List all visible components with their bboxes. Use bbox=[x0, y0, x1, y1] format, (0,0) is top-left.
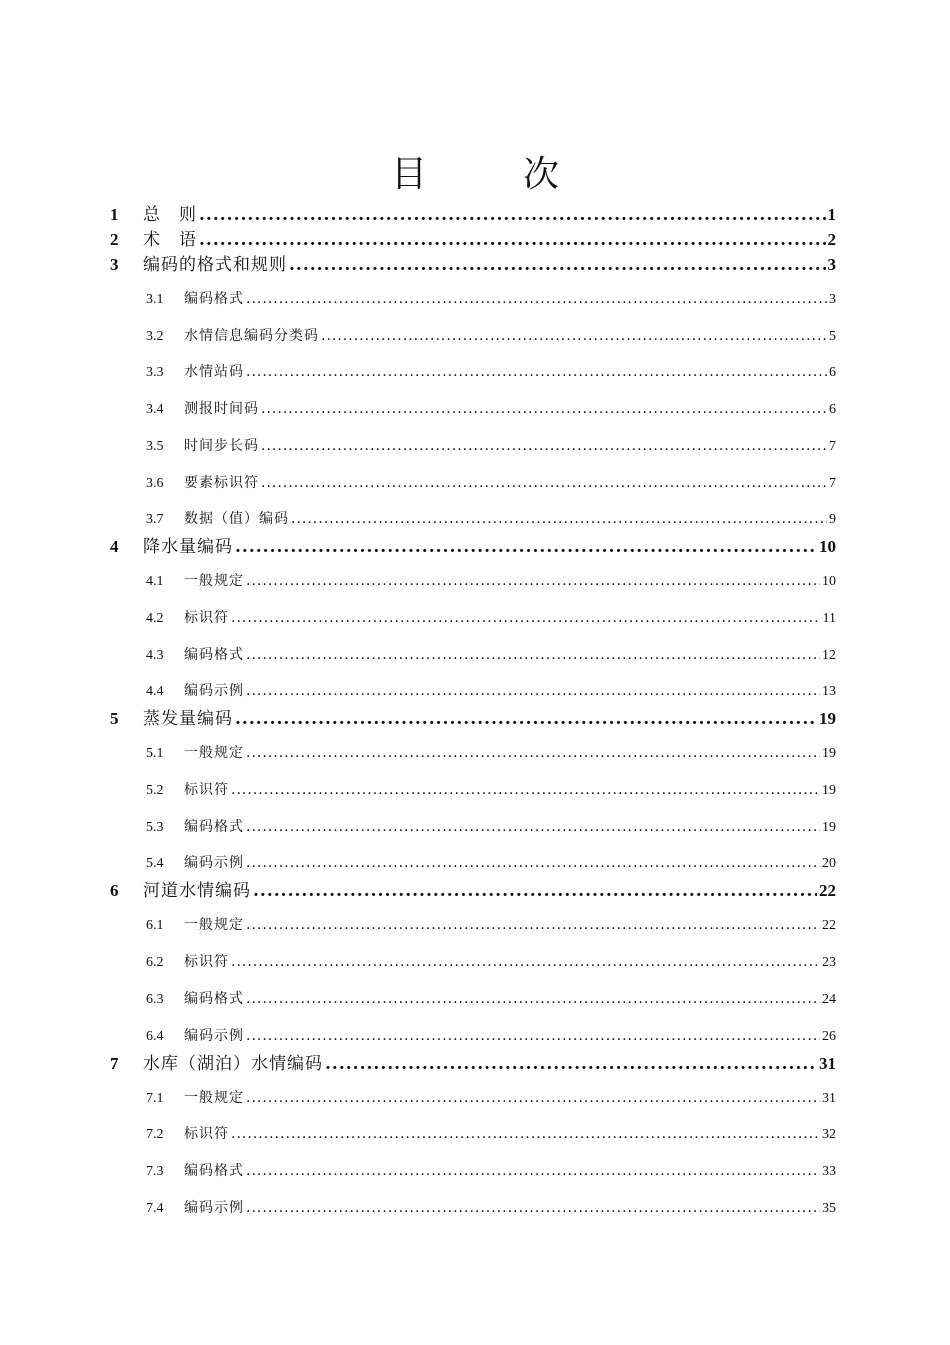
toc-entry-number: 5.4 bbox=[146, 856, 164, 872]
toc-entry-title: 测报时间码 bbox=[184, 401, 259, 418]
toc-entry-page: 32 bbox=[822, 1127, 836, 1143]
toc-entry[interactable] bbox=[110, 508, 836, 528]
toc-entry-title: 编码的格式和规则 bbox=[143, 255, 287, 275]
toc-leader-dots bbox=[246, 855, 820, 871]
toc-entry-title: 编码示例 bbox=[184, 1027, 244, 1044]
toc-entry[interactable] bbox=[110, 704, 836, 729]
toc-entry-title: 总 则 bbox=[143, 205, 197, 225]
toc-entry-title: 一般规定 bbox=[184, 745, 244, 762]
toc-entry-page: 2 bbox=[827, 230, 836, 249]
toc-entry-page: 22 bbox=[819, 881, 836, 901]
toc-entry[interactable] bbox=[110, 435, 836, 455]
toc-entry-title: 编码格式 bbox=[184, 990, 244, 1007]
toc-entry-page: 20 bbox=[822, 856, 836, 872]
toc-entry-number: 7 bbox=[110, 1053, 119, 1073]
toc-entry[interactable] bbox=[110, 325, 836, 345]
toc-entry-number: 5.1 bbox=[146, 746, 164, 762]
toc-entry-number: 4.4 bbox=[146, 684, 164, 700]
toc-entry-title: 编码示例 bbox=[184, 683, 244, 700]
toc-entry-page: 7 bbox=[829, 475, 836, 491]
toc-entry-page: 5 bbox=[829, 328, 836, 344]
toc-entry-title: 编码格式 bbox=[184, 1162, 244, 1179]
toc-entry-title: 标识符 bbox=[184, 609, 229, 626]
toc-entry-number: 6.3 bbox=[146, 991, 164, 1007]
toc-entry-page: 19 bbox=[819, 709, 836, 729]
toc-entry[interactable] bbox=[110, 644, 836, 664]
toc-leader-dots bbox=[246, 745, 820, 761]
page-title: 目 次 bbox=[390, 154, 589, 196]
toc-entry-page: 22 bbox=[822, 918, 836, 934]
toc-leader-dots bbox=[261, 438, 827, 454]
toc-entry-title: 术 语 bbox=[143, 230, 197, 250]
toc-entry[interactable] bbox=[110, 852, 836, 872]
toc-entry[interactable] bbox=[110, 607, 836, 627]
toc-entry-page: 33 bbox=[822, 1163, 836, 1179]
toc-entry-title: 水情站码 bbox=[184, 364, 244, 381]
toc-entry-title: 标识符 bbox=[184, 954, 229, 971]
toc-entry-number: 6.4 bbox=[146, 1028, 164, 1044]
toc-entry-number: 2 bbox=[110, 230, 119, 249]
toc-leader-dots bbox=[246, 819, 820, 835]
toc-entry-page: 3 bbox=[829, 292, 836, 307]
toc-entry-number: 7.2 bbox=[146, 1127, 164, 1143]
toc-entry-title: 时间步长码 bbox=[184, 437, 259, 454]
toc-leader-dots bbox=[291, 511, 827, 527]
toc-entry-page: 6 bbox=[829, 365, 836, 381]
toc-entry-page: 3 bbox=[827, 255, 836, 274]
toc-leader-dots bbox=[246, 1090, 820, 1106]
toc-leader-dots bbox=[246, 291, 827, 307]
toc-entry[interactable] bbox=[110, 250, 836, 275]
toc-entry-title: 标识符 bbox=[184, 782, 229, 798]
toc-entry-number: 4 bbox=[110, 537, 119, 557]
toc-entry[interactable] bbox=[110, 816, 836, 836]
toc-entry-page: 31 bbox=[822, 1090, 836, 1106]
toc-entry[interactable] bbox=[110, 951, 836, 971]
toc-entry-page: 9 bbox=[829, 512, 836, 528]
toc-leader-dots bbox=[246, 991, 820, 1007]
toc-entry[interactable] bbox=[110, 398, 836, 418]
toc-entry-page: 19 bbox=[822, 746, 836, 762]
toc-entry[interactable] bbox=[110, 472, 836, 492]
toc-leader-dots bbox=[321, 328, 827, 344]
toc-entry-page: 26 bbox=[822, 1028, 836, 1044]
toc-entry[interactable] bbox=[110, 361, 836, 381]
toc-entry-title: 水库（湖泊）水情编码 bbox=[143, 1053, 323, 1074]
toc-leader-dots bbox=[246, 1028, 820, 1044]
toc-leader-dots bbox=[199, 205, 826, 225]
toc-entry-page: 11 bbox=[822, 610, 836, 626]
toc-entry-title: 数据（值）编码 bbox=[184, 511, 289, 528]
toc-entry-title: 编码格式 bbox=[184, 291, 244, 307]
toc-entry[interactable] bbox=[110, 876, 836, 901]
toc-entry[interactable] bbox=[110, 1025, 836, 1045]
toc-leader-dots bbox=[246, 647, 820, 663]
toc-leader-dots bbox=[261, 475, 827, 491]
toc-entry-number: 3.7 bbox=[146, 512, 164, 528]
toc-entry-number: 6.1 bbox=[146, 918, 164, 934]
toc-entry[interactable] bbox=[110, 914, 836, 934]
toc-leader-dots bbox=[235, 537, 817, 557]
toc-entry-number: 4.1 bbox=[146, 574, 164, 590]
toc-entry[interactable] bbox=[110, 288, 836, 308]
toc-leader-dots bbox=[246, 683, 820, 699]
toc-entry-number: 7.1 bbox=[146, 1090, 164, 1106]
toc-entry[interactable] bbox=[110, 532, 836, 557]
toc-leader-dots bbox=[253, 881, 817, 901]
toc-entry[interactable] bbox=[110, 1160, 836, 1180]
toc-entry-title: 标识符 bbox=[184, 1126, 229, 1143]
toc-leader-dots bbox=[246, 573, 820, 589]
toc-leader-dots bbox=[231, 954, 820, 970]
toc-entry-page: 13 bbox=[822, 684, 836, 700]
toc-entry-page: 10 bbox=[819, 537, 836, 557]
toc-entry[interactable] bbox=[110, 1123, 836, 1143]
toc-entry[interactable] bbox=[110, 988, 836, 1008]
toc-entry-number: 5.3 bbox=[146, 819, 164, 835]
toc-entry[interactable] bbox=[110, 1049, 836, 1074]
toc-leader-dots bbox=[289, 255, 826, 275]
toc-entry-page: 1 bbox=[827, 205, 836, 224]
toc-leader-dots bbox=[246, 364, 827, 380]
toc-entry-page: 24 bbox=[822, 991, 836, 1007]
toc-entry-page: 7 bbox=[829, 438, 836, 454]
toc-entry[interactable] bbox=[110, 742, 836, 762]
toc-entry-number: 6 bbox=[110, 881, 119, 901]
toc-entry-title: 河道水情编码 bbox=[143, 881, 251, 902]
toc-leader-dots bbox=[325, 1054, 817, 1074]
toc-leader-dots bbox=[231, 1126, 820, 1142]
toc-entry-title: 一般规定 bbox=[184, 573, 244, 590]
toc-entry[interactable] bbox=[110, 200, 836, 225]
toc-entry-title: 水情信息编码分类码 bbox=[184, 327, 319, 344]
toc-entry-page: 19 bbox=[822, 783, 836, 798]
toc-leader-dots bbox=[199, 230, 826, 250]
toc-entry-page: 19 bbox=[822, 819, 836, 835]
toc-entry[interactable] bbox=[110, 225, 836, 250]
toc-entry-title: 编码格式 bbox=[184, 646, 244, 663]
toc-entry-title: 一般规定 bbox=[184, 1089, 244, 1106]
toc-entry-number: 3.2 bbox=[146, 328, 164, 344]
toc-entry-number: 7.3 bbox=[146, 1163, 164, 1179]
toc-entry-title: 降水量编码 bbox=[143, 537, 233, 558]
toc-entry-page: 35 bbox=[822, 1200, 836, 1216]
toc-entry-number: 3.5 bbox=[146, 438, 164, 454]
toc-entry-title: 一般规定 bbox=[184, 917, 244, 934]
toc-entry-title: 要素标识符 bbox=[184, 474, 259, 491]
toc-entry-page: 6 bbox=[829, 402, 836, 418]
toc-entry-title: 编码格式 bbox=[184, 818, 244, 835]
toc-entry[interactable] bbox=[110, 1087, 836, 1107]
toc-entry-number: 3 bbox=[110, 255, 119, 274]
toc-entry-number: 7.4 bbox=[146, 1200, 164, 1216]
toc-entry-number: 5.2 bbox=[146, 783, 164, 798]
toc-leader-dots bbox=[261, 401, 827, 417]
toc-entry[interactable] bbox=[110, 1197, 836, 1217]
toc-entry-page: 12 bbox=[822, 647, 836, 663]
toc-entry-number: 6.2 bbox=[146, 955, 164, 971]
toc-entry-number: 3.6 bbox=[146, 475, 164, 491]
toc-leader-dots bbox=[246, 917, 820, 933]
toc-entry-title: 编码示例 bbox=[184, 855, 244, 872]
toc-entry-number: 3.4 bbox=[146, 402, 164, 418]
toc-entry-number: 3.3 bbox=[146, 365, 164, 381]
toc-entry-title: 蒸发量编码 bbox=[143, 709, 233, 730]
toc-entry[interactable] bbox=[110, 680, 836, 700]
toc-leader-dots bbox=[235, 709, 817, 729]
toc-leader-dots bbox=[231, 782, 820, 798]
toc-entry-number: 4.2 bbox=[146, 610, 164, 626]
toc-leader-dots bbox=[246, 1163, 820, 1179]
toc-entry-number: 5 bbox=[110, 709, 119, 729]
toc-entry-page: 10 bbox=[822, 574, 836, 590]
toc-entry-number: 3.1 bbox=[146, 292, 164, 307]
toc-entry-page: 31 bbox=[819, 1053, 836, 1073]
toc-leader-dots bbox=[231, 610, 821, 626]
toc-entry[interactable] bbox=[110, 779, 836, 799]
toc-entry-number: 1 bbox=[110, 205, 119, 224]
toc-entry-number: 4.3 bbox=[146, 647, 164, 663]
toc-entry[interactable] bbox=[110, 570, 836, 590]
toc-entry-page: 23 bbox=[822, 955, 836, 971]
toc-leader-dots bbox=[246, 1200, 820, 1216]
toc-entry-title: 编码示例 bbox=[184, 1199, 244, 1216]
